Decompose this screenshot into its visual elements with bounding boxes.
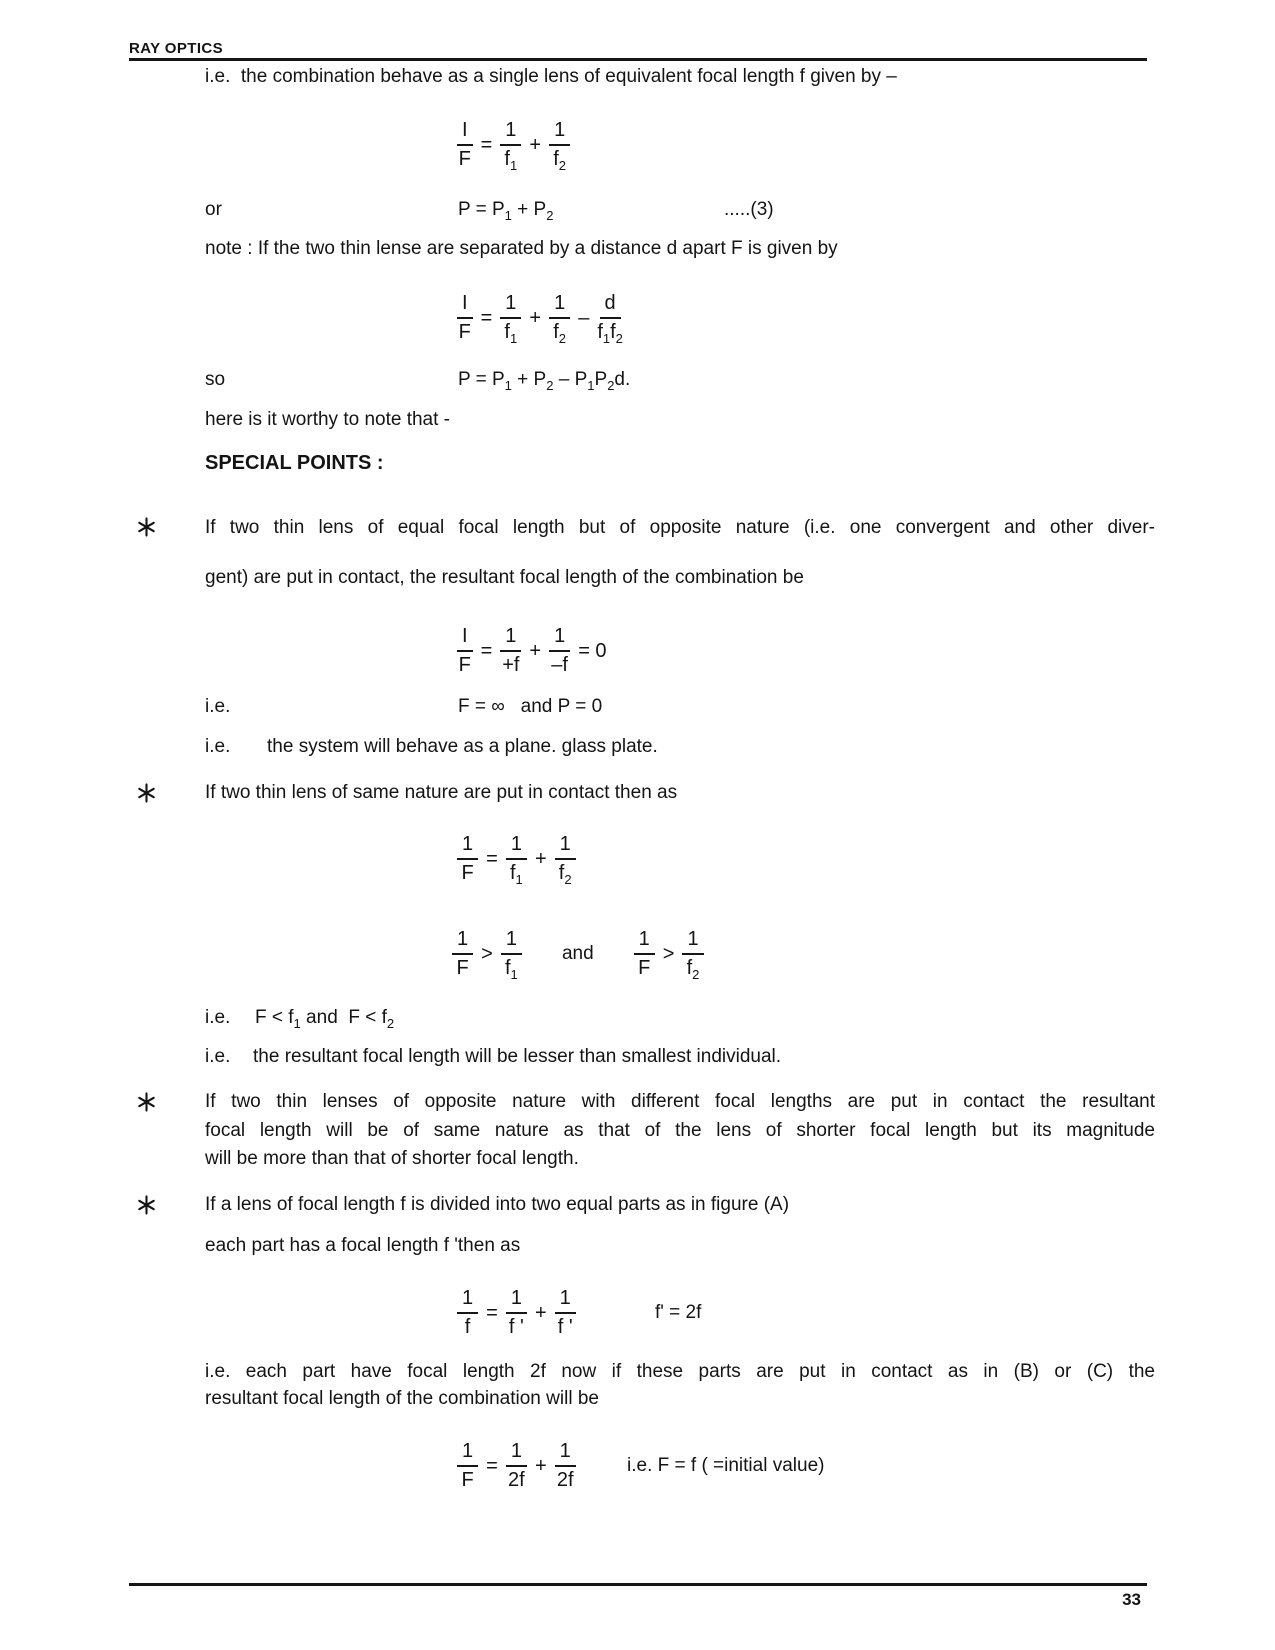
page-number: 33: [1122, 1590, 1141, 1609]
row-label: so: [205, 369, 226, 390]
formula-same-nature: $\frac{1}{F}$ = $\frac{1}{f_1}$ + $\frac{1}{f_2}$: [455, 833, 578, 885]
formula-inequalities: [450, 928, 706, 980]
bullet-opposite-nature-paragraph: [205, 503, 1155, 603]
bullet-opposite-different-paragraph: [205, 1088, 1155, 1174]
paragraph-line: resultant focal length of the combination will be: [205, 1388, 599, 1409]
paragraph-line: focal length will be of same nature as that of the lens of shorter focal length but its magnitude: [205, 1119, 1155, 1141]
and-word: and: [561, 943, 594, 965]
power-sum-equation: $P = P_1 + P_2$: [458, 199, 554, 223]
row-label: i.e.: [205, 1007, 231, 1028]
footer-rule: [129, 1583, 1147, 1586]
special-points-heading: SPECIAL POINTS :: [205, 452, 384, 474]
equation-number: .....(3): [724, 199, 774, 220]
row-label: i.e.: [205, 696, 231, 717]
formula-opposite-nature-zero: $\frac{I}{F}$ = $\frac{1}{+f}$ + $\frac{1}{-f}$ = 0: [458, 625, 607, 676]
worthy-note-line: here is it worthy to note that -: [205, 409, 451, 430]
row-label: i.e.: [205, 736, 231, 757]
divided-parts-note: f' = 2f: [655, 1302, 702, 1324]
inequality-right: $\frac{1}{F}$ > $\frac{1}{f_2}$: [632, 928, 706, 980]
star-bullet-icon: [137, 1195, 156, 1215]
formula-divided-parts: [455, 1287, 702, 1339]
star-bullet-icon: [137, 517, 156, 537]
paragraph-line: gent) are put in contact, the resultant focal length of the combination be: [205, 567, 804, 588]
paragraph-line: will be more than that of shorter focal length.: [205, 1148, 579, 1169]
recombined-equation: $\frac{1}{F}$ = $\frac{1}{2f}$ + $\frac{1}{2f}$: [455, 1440, 578, 1492]
resultant-smaller-text: the resultant focal length will be lesser than smallest individual.: [253, 1046, 782, 1067]
each-part-line: each part has a focal length f 'then as: [205, 1235, 521, 1256]
glass-plate-text: the system will behave as a plane. glass plate.: [267, 736, 658, 757]
star-bullet-icon: [137, 1092, 156, 1112]
paragraph-line: If two thin lenses of opposite nature with different focal lengths are put in contact the resultant: [205, 1091, 1155, 1112]
row-label: i.e.: [205, 1046, 231, 1067]
infinity-result-equation: F = ∞ and P = 0: [458, 696, 603, 717]
formula-recombined: [455, 1440, 825, 1492]
bullet-divided-lens-line: If a lens of focal length f is divided into two equal parts as in figure (A): [205, 1194, 790, 1215]
row-label: or: [205, 199, 222, 220]
formula-separated-lenses: $\frac{I}{F}$ = $\frac{1}{f_1}$ + $\frac{1}{f_2}$ – $\frac{d}{f_1f_2}$: [458, 292, 623, 346]
paragraph-line: i.e. each part have focal length 2f now if these parts are put in contact as in (B) or (C) the: [205, 1361, 1155, 1382]
recombined-parts-paragraph: [205, 1358, 1155, 1412]
inequality-left: $\frac{1}{F}$ > $\frac{1}{f_1}$: [450, 928, 524, 980]
paragraph-line: If two thin lens of equal focal length but of opposite nature (i.e. one convergent and other diver-: [205, 517, 1155, 538]
divided-parts-equation: $\frac{1}{f}$ = $\frac{1}{f '}$ + $\frac{1}{f '}$: [455, 1287, 578, 1339]
note-line: note : If the two thin lense are separated by a distance d apart F is given by: [205, 238, 838, 259]
star-bullet-icon: [137, 783, 156, 803]
page-header-title: RAY OPTICS: [129, 40, 224, 57]
power-distance-equation: $P = P_1 + P_2 - P_1P_2d$.: [458, 369, 631, 393]
bullet-same-nature-line: If two thin lens of same nature are put in contact then as: [205, 782, 678, 803]
formula-equivalent-focal-length: $\frac{I}{F}$ = $\frac{1}{f_1}$ + $\frac{1}{f_2}$: [455, 119, 572, 171]
header-rule: [129, 58, 1147, 61]
intro-line: i.e. the combination behave as a single lens of equivalent focal length f given by –: [205, 66, 897, 87]
recombined-note: i.e. F = f ( =initial value): [627, 1455, 825, 1477]
smaller-focal-equation: $F < f_1$ and $F < f_2$: [255, 1007, 395, 1031]
